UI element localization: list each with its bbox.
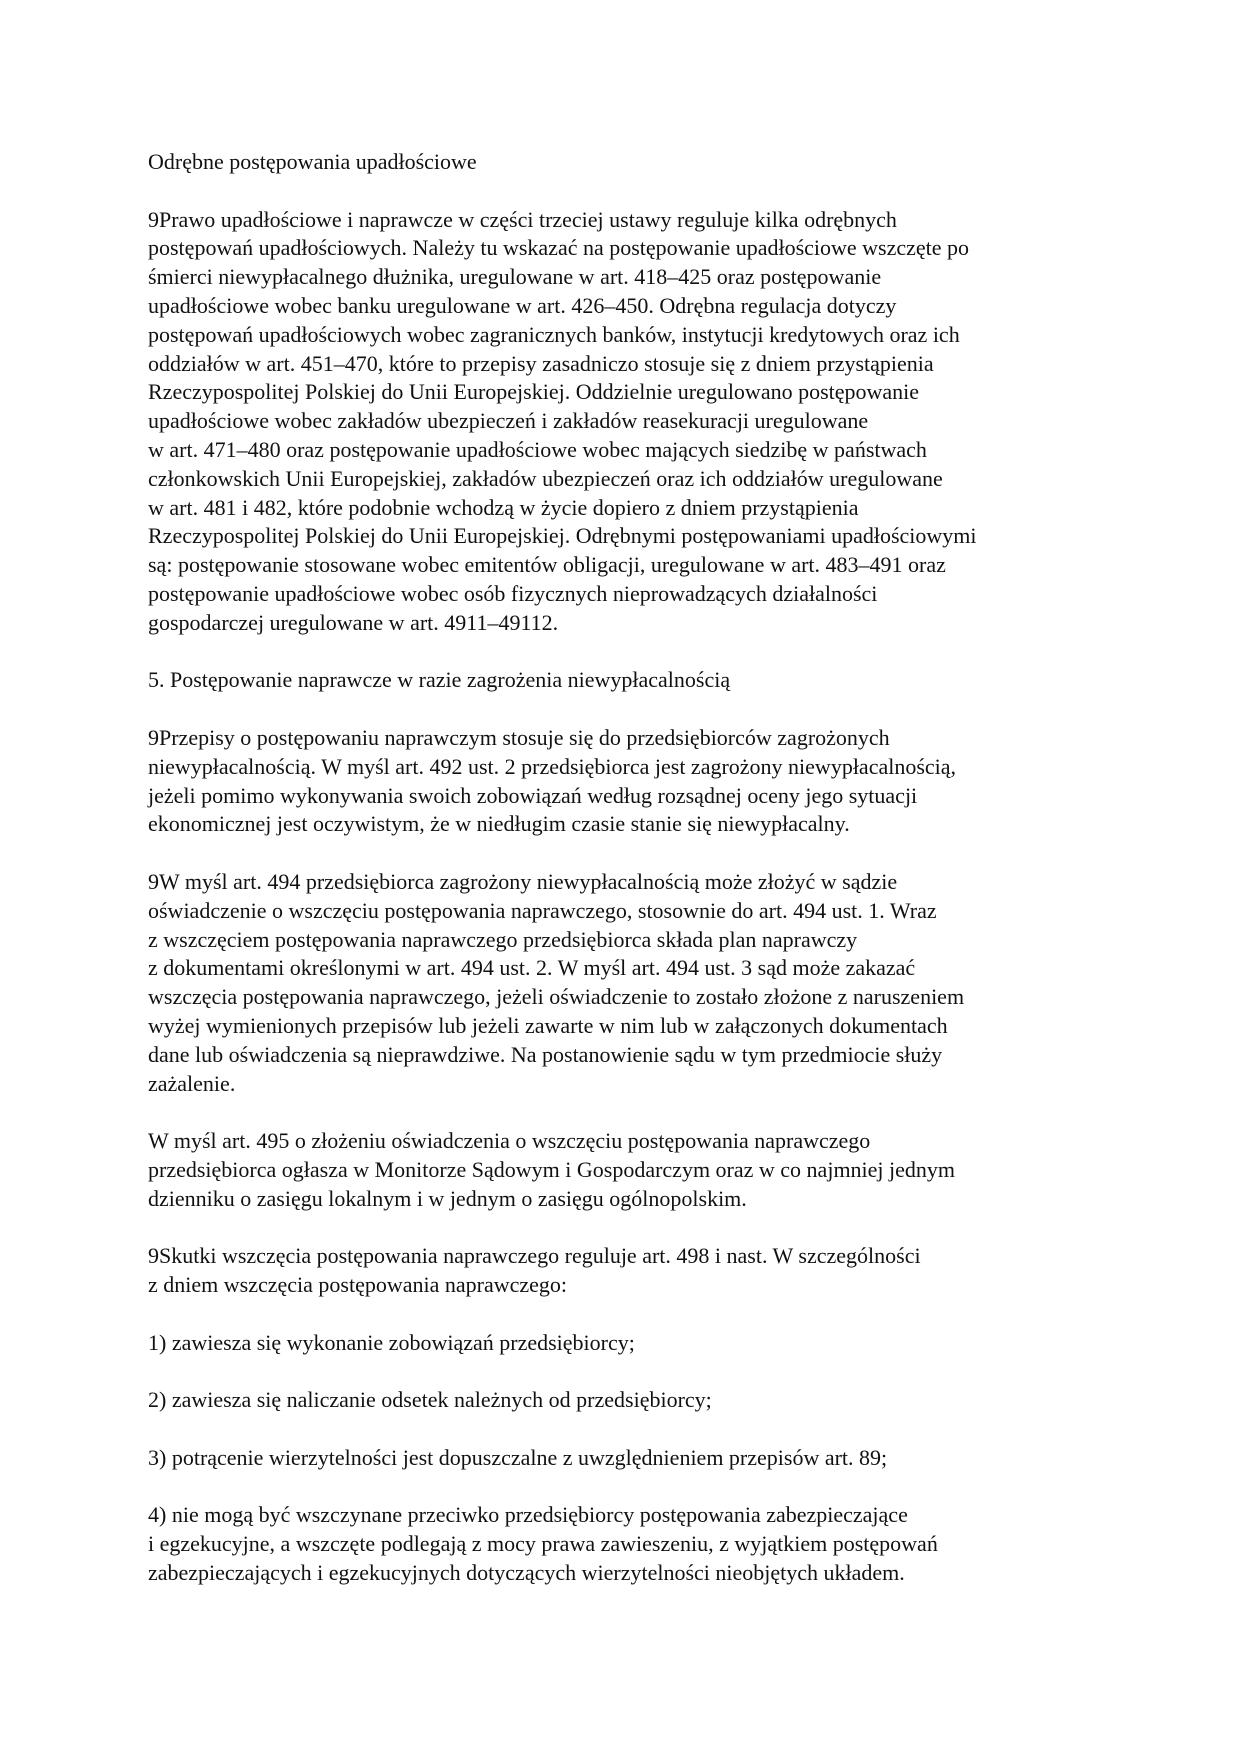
- paragraph-1: [148, 206, 1100, 638]
- paragraph-5: [148, 1127, 1100, 1213]
- text-line: w art. 471–480 oraz postępowanie upadłościowe wobec mających siedzibę w państwach: [148, 436, 927, 462]
- text-line: 1) zawiesza się wykonanie zobowiązań przedsiębiorcy;: [148, 1329, 635, 1355]
- paragraph-6: [148, 1242, 1100, 1300]
- text-line: zażalenie.: [148, 1070, 236, 1096]
- text-line: Rzeczypospolitej Polskiej do Unii Europejskiej. Oddzielnie uregulowano postępowanie: [148, 379, 920, 405]
- text-line: postępowań upadłościowych. Należy tu wskazać na postępowanie upadłościowe wszczęte po: [148, 235, 970, 261]
- text-line: dane lub oświadczenia są nieprawdziwe. Na postanowienie sądu w tym przedmiocie służy: [148, 1041, 943, 1067]
- text-line: 4) nie mogą być wszczynane przeciwko przedsiębiorcy postępowania zabezpieczające: [148, 1502, 908, 1528]
- paragraph-4: [148, 868, 1100, 1098]
- text-line: niewypłacalnością. W myśl art. 492 ust. 2 przedsiębiorca jest zagrożony niewypłacalnością,: [148, 753, 957, 779]
- text-line: przedsiębiorca ogłasza w Monitorze Sądowym i Gospodarczym oraz w co najmniej jednym: [148, 1156, 956, 1182]
- text-line: zabezpieczających i egzekucyjnych dotyczących wierzytelności nieobjętych układem.: [148, 1560, 905, 1586]
- text-line: 2) zawiesza się naliczanie odsetek należnych od przedsiębiorcy;: [148, 1387, 712, 1413]
- paragraph-3: [148, 724, 1100, 839]
- text-line: postępowań upadłościowych wobec zagranicznych banków, instytucji kredytowych oraz ich: [148, 321, 960, 347]
- text-line: 9W myśl art. 494 przedsiębiorca zagrożony niewypłacalnością może złożyć w sądzie: [148, 868, 898, 894]
- text-line: postępowanie upadłościowe wobec osób fizycznych nieprowadzących działalności: [148, 580, 878, 606]
- section-heading: [148, 666, 1100, 695]
- text-line: 5. Postępowanie naprawcze w razie zagrożenia niewypłacalnością: [148, 667, 731, 693]
- text-line: z wszczęciem postępowania naprawczego przedsiębiorca składa plan naprawczy: [148, 926, 858, 952]
- text-line: Rzeczypospolitej Polskiej do Unii Europejskiej. Odrębnymi postępowaniami upadłościowymi: [148, 523, 977, 549]
- list-item-3: [148, 1444, 1100, 1473]
- text-line: i egzekucyjne, a wszczęte podlegają z mocy prawa zawieszeniu, z wyjątkiem postępowań: [148, 1531, 938, 1557]
- text-line: oświadczenie o wszczęciu postępowania naprawczego, stosownie do art. 494 ust. 1. Wraz: [148, 897, 937, 923]
- text-line: upadłościowe wobec banku uregulowane w art. 426–450. Odrębna regulacja dotyczy: [148, 292, 897, 318]
- list-item-2: [148, 1386, 1100, 1415]
- text-line: z dokumentami określonymi w art. 494 ust. 2. W myśl art. 494 ust. 3 sąd może zakazać: [148, 955, 916, 981]
- text-line: 9Skutki wszczęcia postępowania naprawczego reguluje art. 498 i nast. W szczególności: [148, 1243, 921, 1269]
- title-line: Odrębne postępowania upadłościowe: [148, 149, 477, 174]
- text-line: gospodarczej uregulowane w art. 4911–49112.: [148, 609, 559, 635]
- text-line: wszczęcia postępowania naprawczego, jeżeli oświadczenie to zostało złożone z naruszeniem: [148, 984, 965, 1010]
- list-item-4: [148, 1501, 1100, 1587]
- text-line: wyżej wymienionych przepisów lub jeżeli zawarte w nim lub w załączonych dokumentach: [148, 1012, 948, 1038]
- text-line: dzienniku o zasięgu lokalnym i w jednym o zasięgu ogólnopolskim.: [148, 1185, 747, 1211]
- text-line: jeżeli pomimo wykonywania swoich zobowiązań według rozsądnej oceny jego sytuacji: [148, 782, 918, 808]
- text-line: upadłościowe wobec zakładów ubezpieczeń i zakładów reasekuracji uregulowane: [148, 408, 869, 434]
- text-line: w art. 481 i 482, które podobnie wchodzą w życie dopiero z dniem przystąpienia: [148, 494, 859, 520]
- text-line: ekonomicznej jest oczywistym, że w niedługim czasie stanie się niewypłacalny.: [148, 811, 850, 837]
- document-page: [148, 148, 1100, 1617]
- text-line: W myśl art. 495 o złożeniu oświadczenia o wszczęciu postępowania naprawczego: [148, 1128, 871, 1154]
- text-line: z dniem wszczęcia postępowania naprawczego:: [148, 1272, 568, 1298]
- document-title: [148, 148, 1100, 177]
- text-line: śmierci niewypłacalnego dłużnika, uregulowane w art. 418–425 oraz postępowanie: [148, 264, 882, 290]
- text-line: 9Prawo upadłościowe i naprawcze w części trzeciej ustawy reguluje kilka odrębnych: [148, 206, 897, 232]
- text-line: są: postępowanie stosowane wobec emitentów obligacji, uregulowane w art. 483–491 oraz: [148, 552, 946, 578]
- list-item-1: [148, 1329, 1100, 1358]
- text-line: oddziałów w art. 451–470, które to przepisy zasadniczo stosuje się z dniem przystąpienia: [148, 350, 934, 376]
- text-line: 9Przepisy o postępowaniu naprawczym stosuje się do przedsiębiorców zagrożonych: [148, 724, 890, 750]
- text-line: członkowskich Unii Europejskiej, zakładów ubezpieczeń oraz ich oddziałów uregulowane: [148, 465, 943, 491]
- text-line: 3) potrącenie wierzytelności jest dopuszczalne z uwzględnieniem przepisów art. 89;: [148, 1444, 888, 1470]
